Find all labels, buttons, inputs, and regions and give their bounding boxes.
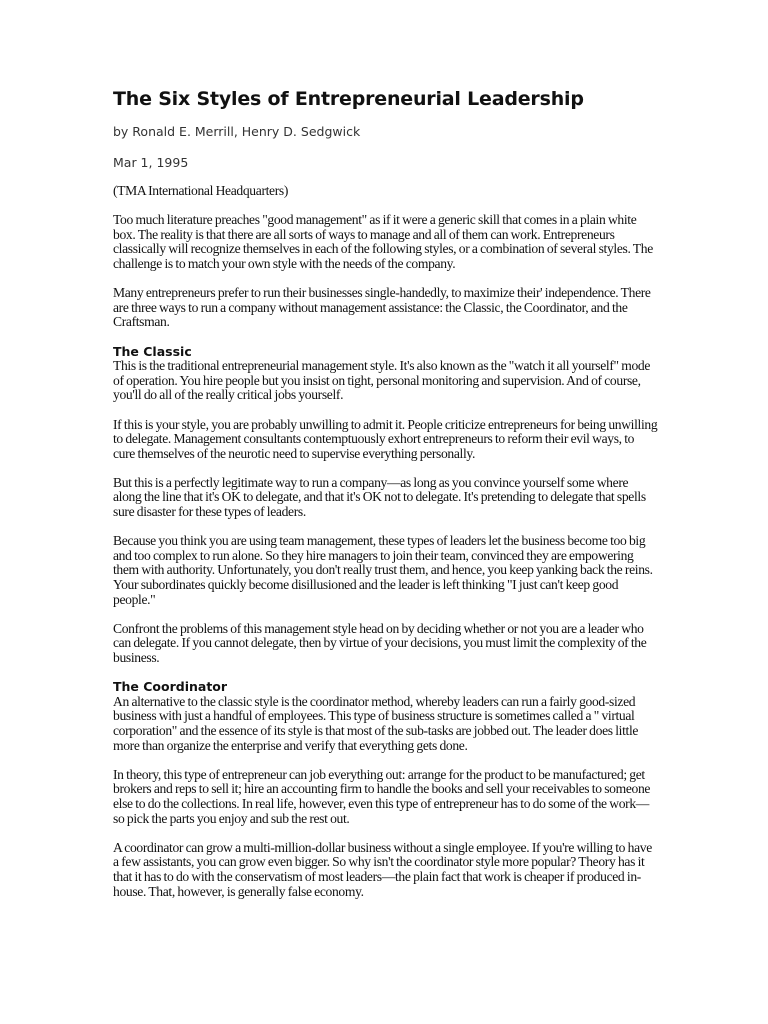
section-paragraph: A coordinator can grow a multi-million-dollar business without a single employee. If you're willing to have a few assistants, you can grow even bigger. So why isn't the coordinator style more popular? Theory has it that it has to do with the conservatism of most leaders—the plain fact that work is cheaper if produced in-house. That, however, is generally false economy. (113, 839, 652, 899)
intro-paragraph: Too much literature preaches "good management" as if it were a generic skill that comes in a plain white box. The reality is that there are all sorts of ways to manage and all of them can work. Entrepreneurs classically will recognize themselves in each of the following styles, or a combination of several styles. The challenge is to match your own style with the needs of the company. (113, 212, 653, 271)
section-paragraph: An alternative to the classic style is the coordinator method, whereby leaders can run a fairly good-sized business with just a handful of employees. This type of business structure is sometimes called a " virtual corporation" and the essence of its style is that most of the sub-tasks are jobbed out. The leader does little more than organize the enterprise and verify that everything gets done. (113, 693, 639, 753)
article-title: The Six Styles of Entrepreneurial Leadership (113, 88, 584, 110)
section-heading: The Coordinator (113, 679, 228, 695)
section-paragraph: Because you think you are using team management, these types of leaders let the business become too big and too complex to run alone. So they hire managers to join their team, convinced they are empowering them with authority. Unfortunately, you don't really trust them, and hence, you keep yanking back the reins. Your subordinates quickly become disillusioned and the leader is left thinking "I just can't keep good people." (113, 533, 653, 607)
section-paragraph: Confront the problems of this management style head on by deciding whether or not you are a leader who can delegate. If you cannot delegate, then by virtue of your decisions, you must limit the complexity of the business. (113, 620, 647, 665)
section-heading: The Classic (113, 343, 192, 359)
section-coordinator (113, 680, 658, 899)
article-source: (TMA International Headquarters) (113, 183, 289, 198)
article-date: Mar 1, 1995 (113, 155, 189, 170)
section-classic (113, 345, 658, 666)
section-paragraph: In theory, this type of entrepreneur can job everything out: arrange for the product to be manufactured; get brokers and reps to sell it; hire an accounting firm to handle the books and sell your receivables to someone else to do the collections. In real life, however, even this type of entrepreneur has to do some of the work—so pick the parts you enjoy and sub the rest out. (113, 766, 651, 826)
section-paragraph: But this is a perfectly legitimate way to run a company—as long as you convince yourself some where along the line that it's OK to delegate, and that it's OK not to delegate. It's pretending to delegate that spells sure disaster for these types of leaders. (113, 474, 646, 520)
intro-paragraph: Many entrepreneurs prefer to run their businesses single-handedly, to maximize their' independence. There are three ways to run a company without management assistance: the Classic, the Coordinator, and the Craftsman. (113, 285, 651, 330)
section-paragraph: If this is your style, you are probably unwilling to admit it. People criticize entrepreneurs for being unwilling to delegate. Management consultants contemptuously exhort entrepreneurs to reform their evil ways, to cure themselves of the neurotic need to supervise everything personally. (113, 416, 658, 461)
section-paragraph: This is the traditional entrepreneurial management style. It's also known as the "watch it all yourself" mode of operation. You hire people but you insist on tight, personal monitoring and supervision. And of course, you'll do all of the really critical jobs yourself. (113, 358, 651, 403)
article-byline: by Ronald E. Merrill, Henry D. Sedgwick (113, 124, 361, 139)
